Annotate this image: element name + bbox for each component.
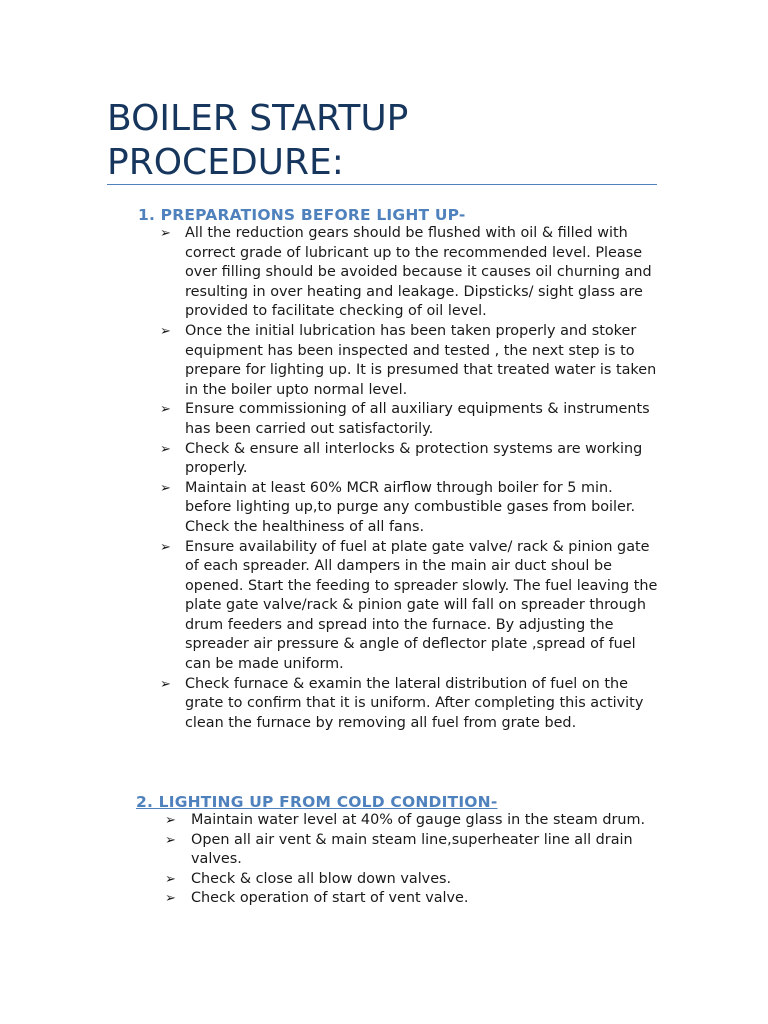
list-item-text: Check & close all blow down valves. bbox=[191, 870, 452, 887]
list-item bbox=[165, 889, 660, 909]
arrow-bullet-icon: ➢ bbox=[160, 226, 171, 241]
list-item-text: Maintain at least 60% MCR airflow through boiler for 5 min. before lighting up,to purge any combustible gases from boiler. Check the healthiness of all fans. bbox=[185, 479, 636, 535]
arrow-bullet-icon: ➢ bbox=[160, 441, 171, 457]
list-item-text: Check furnace & examin the lateral distribution of fuel on the grate to confirm that it is uniform. After completing this activity clean the furnace by removing all fuel from grate bed. bbox=[185, 675, 644, 731]
arrow-bullet-icon: ➢ bbox=[165, 832, 176, 848]
list-item-text: All the reduction gears should be flushed with oil & filled with correct grade of lubricant up to the recommended level. Please over filling should be avoided because it causes oil churning and resulting in over heating and leakage. Dipsticks/ sight glass are provided to facilitate checking of oil level. bbox=[185, 225, 652, 320]
arrow-bullet-icon: ➢ bbox=[160, 480, 171, 496]
list-item-text: Open all air vent & main steam line,superheater line all drain valves. bbox=[191, 831, 633, 868]
page-title bbox=[107, 97, 667, 185]
arrow-bullet-icon: ➢ bbox=[160, 539, 171, 555]
list-item-text: Maintain water level at 40% of gauge glass in the steam drum. bbox=[191, 812, 646, 828]
section-heading-text: 2. LIGHTING UP FROM COLD CONDITION- bbox=[136, 793, 498, 811]
arrow-bullet-icon: ➢ bbox=[160, 676, 171, 692]
list-item bbox=[160, 440, 660, 479]
arrow-bullet-icon: ➢ bbox=[160, 323, 171, 339]
list-item-text: Check operation of start of vent valve. bbox=[191, 890, 469, 907]
list-item-text: Check & ensure all interlocks & protection systems are working properly. bbox=[185, 440, 643, 477]
title-underline-rule bbox=[107, 184, 657, 185]
section-heading-preparations bbox=[138, 206, 466, 224]
section-heading-lighting-up bbox=[136, 793, 497, 811]
list-item-text: Ensure availability of fuel at plate gate valve/ rack & pinion gate of each spreader. All dampers in the main air duct shoul be opened. Start the feeding to spreader slowly. The fuel leaving the plate gate valve/rack & pinion gate will fall on spreader through drum feeders and spread into the furnace. By adjusting the spreader air pressure & angle of deflector plate ,spread of fuel can be made uniform. bbox=[185, 538, 658, 673]
list-item bbox=[165, 831, 660, 870]
section-list-preparations bbox=[160, 224, 660, 733]
list-item bbox=[160, 322, 660, 400]
list-item bbox=[165, 811, 660, 831]
title-line-1: BOILER STARTUP bbox=[107, 98, 409, 139]
arrow-bullet-icon: ➢ bbox=[165, 813, 176, 828]
arrow-bullet-icon: ➢ bbox=[165, 891, 176, 907]
list-item bbox=[160, 538, 660, 675]
list-item bbox=[160, 400, 660, 439]
list-item-text: Ensure commissioning of all auxiliary equipments & instruments has been carried out satisfactorily. bbox=[185, 401, 650, 437]
arrow-bullet-icon: ➢ bbox=[160, 402, 171, 418]
list-item bbox=[160, 479, 660, 538]
list-item-text: Once the initial lubrication has been taken properly and stoker equipment has been inspected and tested , the next step is to prepare for lighting up. It is presumed that treated water is taken in the boiler upto normal level. bbox=[185, 322, 657, 398]
arrow-bullet-icon: ➢ bbox=[165, 871, 176, 887]
list-item bbox=[160, 675, 660, 734]
list-item bbox=[160, 224, 660, 322]
section-list-lighting-up bbox=[165, 811, 660, 909]
title-line-2: PROCEDURE: bbox=[107, 142, 344, 183]
list-item bbox=[165, 870, 660, 890]
section-heading-text: 1. PREPARATIONS BEFORE LIGHT UP- bbox=[138, 206, 466, 224]
